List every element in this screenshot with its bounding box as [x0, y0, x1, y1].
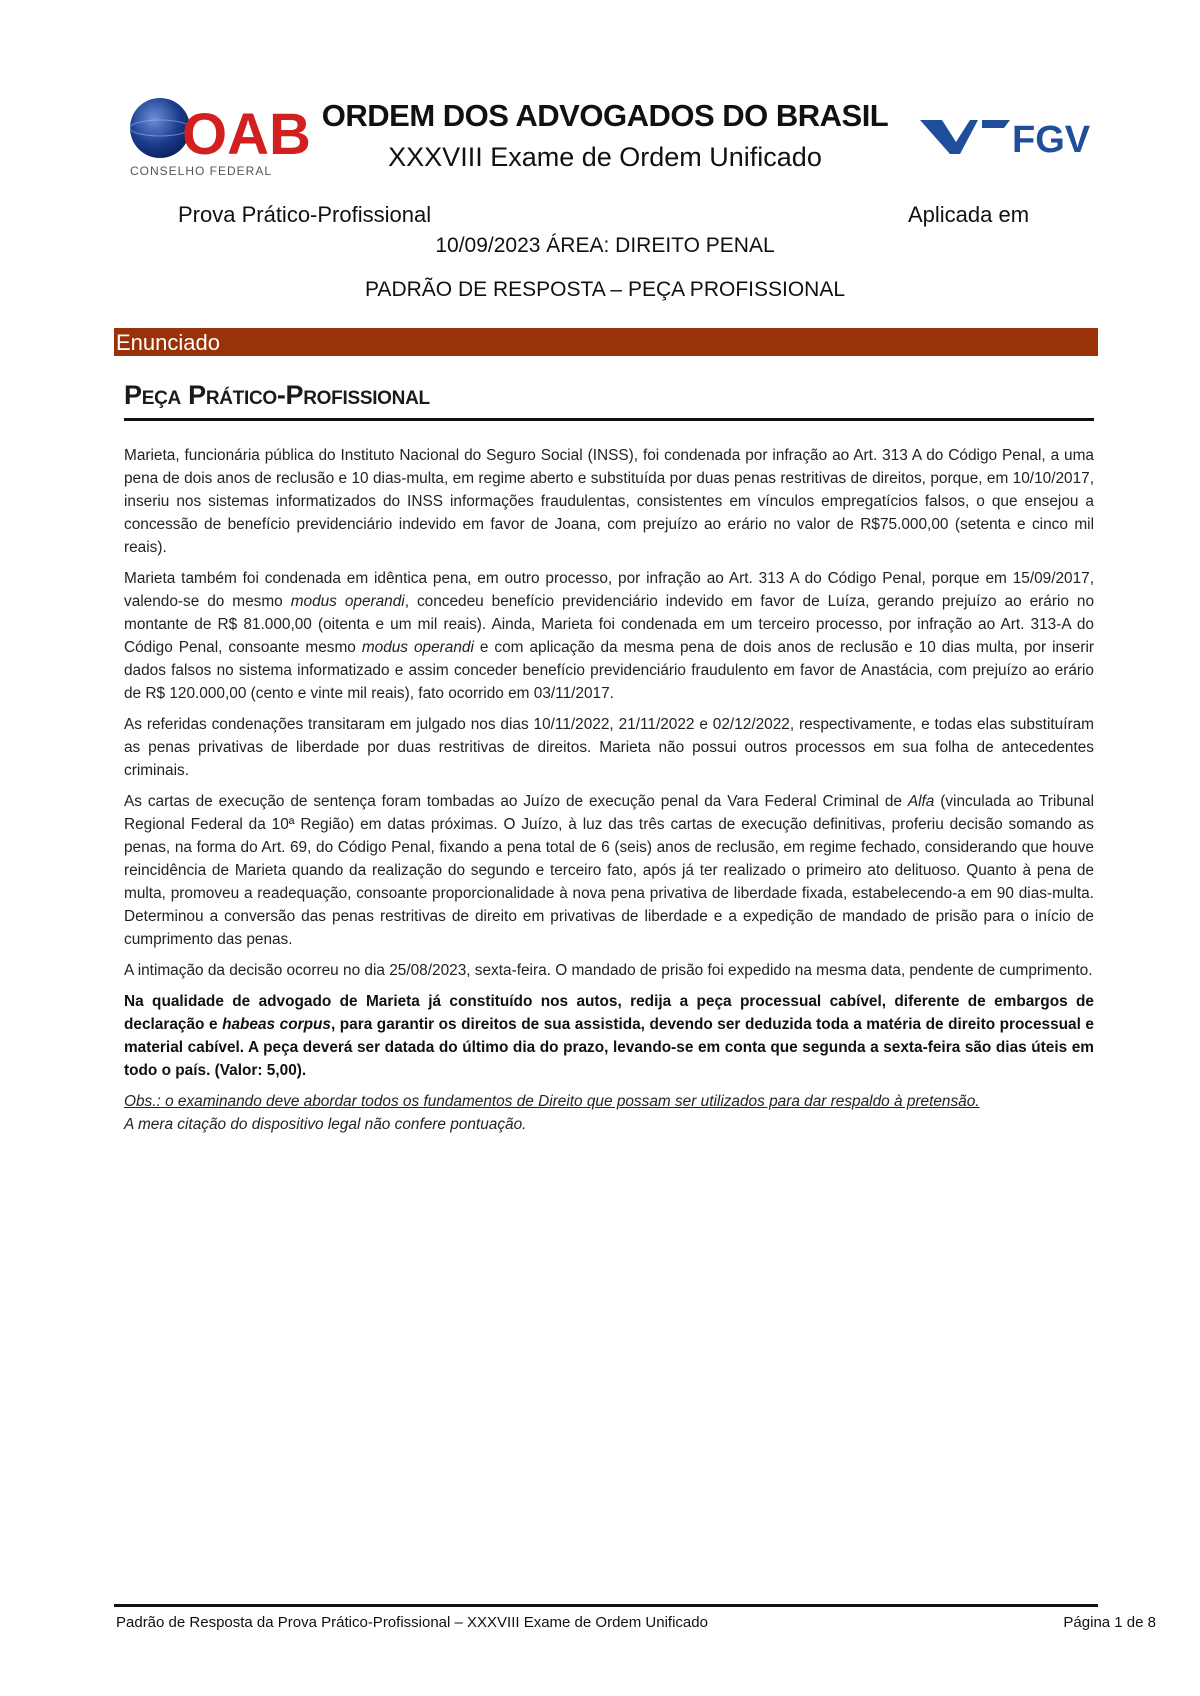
paragraph: A intimação da decisão ocorreu no dia 25/08/2023, sexta-feira. O mandado de prisão foi expedido na mesma data, pendente de cumprimento. — [124, 962, 1093, 979]
oab-logo-caption: CONSELHO FEDERAL — [130, 164, 273, 178]
section-label: Enunciado — [116, 330, 220, 355]
fgv-logo — [920, 116, 1102, 161]
heading-rule — [124, 418, 1094, 421]
page-number: Página 1 de 8 — [1063, 1614, 1156, 1631]
oab-logo — [128, 96, 311, 178]
paragraph: Marieta também foi condenada em idêntica pena, em outro processo, por infração ao Art. 313 A do Código Penal, porque em 15/09/2017, valendo-se do mesmo modus operandi, concedeu benefício previdenciário indevido em favor de Luíza, gerando prejuízo ao erário no montante de R$ 81.000,00 (oitenta e um mil reais). Ainda, Marieta foi condenada em um terceiro processo, por infração ao Art. 313-A do Código Penal, consoante mesmo modus operandi e com aplicação da mesma pena de dois anos de reclusão e 10 dias multa, por inserir dados falsos no sistema informatizado e assim conceder benefício previdenciário fraudulento em favor de Anastácia, com prejuízo ao erário de R$ 120.000,00 (cento e vinte mil reais), fato ocorrido em 03/11/2017. — [124, 570, 1095, 702]
header-subtitle: XXXVIII Exame de Ordem Unificado — [388, 142, 822, 172]
task-instruction: Na qualidade de advogado de Marieta já constituído nos autos, redija a peça processual cabível, diferente de embargos de declaração e habeas corpus, para garantir os direitos de sua assistida, devendo ser deduzida toda a matéria de direito processual e material cabível. A peça deverá ser datada do último dia do prazo, levando-se em conta que segunda a sexta-feira são dias úteis em todo o país. (Valor: 5,00). — [124, 993, 1094, 1079]
header-title: ORDEM DOS ADVOGADOS DO BRASIL — [321, 98, 889, 133]
paragraph: Marieta, funcionária pública do Instituto Nacional do Seguro Social (INSS), foi condenada por infração ao Art. 313 A do Código Penal, a uma pena de dois anos de reclusão e 10 dias-multa, em regime aberto e substituída por duas penas restritivas de direitos, porque, em 10/10/2017, inseriu nos sistemas informatizados do INSS informações fraudulentas, consistentes em vínculos empregatícios falsos, o que ensejou a concessão de benefício previdenciário indevido em favor de Joana, com prejuízo ao erário no valor de R$75.000,00 (setenta e cinco mil reais). — [124, 447, 1094, 556]
applied-label: Aplicada em — [908, 202, 1030, 227]
fgv-logo-letters: FGV — [1012, 119, 1091, 161]
exam-type: Prova Prático-Profissional — [178, 202, 432, 227]
section-heading: Peça Prático-Profissional — [124, 380, 430, 410]
answer-standard-title: PADRÃO DE RESPOSTA – PEÇA PROFISSIONAL — [364, 278, 846, 301]
section-bar — [114, 328, 1098, 356]
statement-body — [124, 444, 1094, 1144]
paragraph: As cartas de execução de sentença foram tombadas ao Juízo de execução penal da Vara Federal Criminal de Alfa (vinculada ao Tribunal Regional Federal da 10ª Região) em datas próximas. O Juízo, à luz das três cartas de execução definitivas, proferiu decisão somando as penas, na forma do Art. 69, do Código Penal, fixando a pena total de 6 (seis) anos de reclusão, em regime fechado, considerando que houve reincidência de Marieta quando da realização do segundo e terceiro fato, após já ter realizado o primeiro ato delituoso. Quanto à pena de multa, promoveu a readequação, consoante proporcionalidade à nova pena privativa de liberdade fixada, estabelecendo-a em 90 dias-multa. Determinou a conversão das penas restritivas de direito em privativas de liberdade e a expedição de mandado de prisão para o início de cumprimento das penas. — [124, 793, 1094, 948]
observation-note: Obs.: o examinando deve abordar todos os fundamentos de Direito que possam ser utilizados para dar respaldo à pretensão. A mera citação do dispositivo legal não confere pontuação. — [124, 1093, 980, 1133]
exam-date-area: 10/09/2023 ÁREA: DIREITO PENAL — [435, 234, 775, 257]
footer-text: Padrão de Resposta da Prova Prático-Profissional – XXXVIII Exame de Ordem Unificado — [116, 1614, 708, 1631]
paragraph: As referidas condenações transitaram em julgado nos dias 10/11/2022, 21/11/2022 e 02/12/2022, respectivamente, e todas elas substituíram as penas privativas de liberdade por duas restritivas de direitos. Marieta não possui outros processos em sua folha de antecedentes criminais. — [124, 716, 1094, 779]
oab-logo-letters: OAB — [182, 102, 311, 167]
footer-rule — [114, 1604, 1098, 1607]
